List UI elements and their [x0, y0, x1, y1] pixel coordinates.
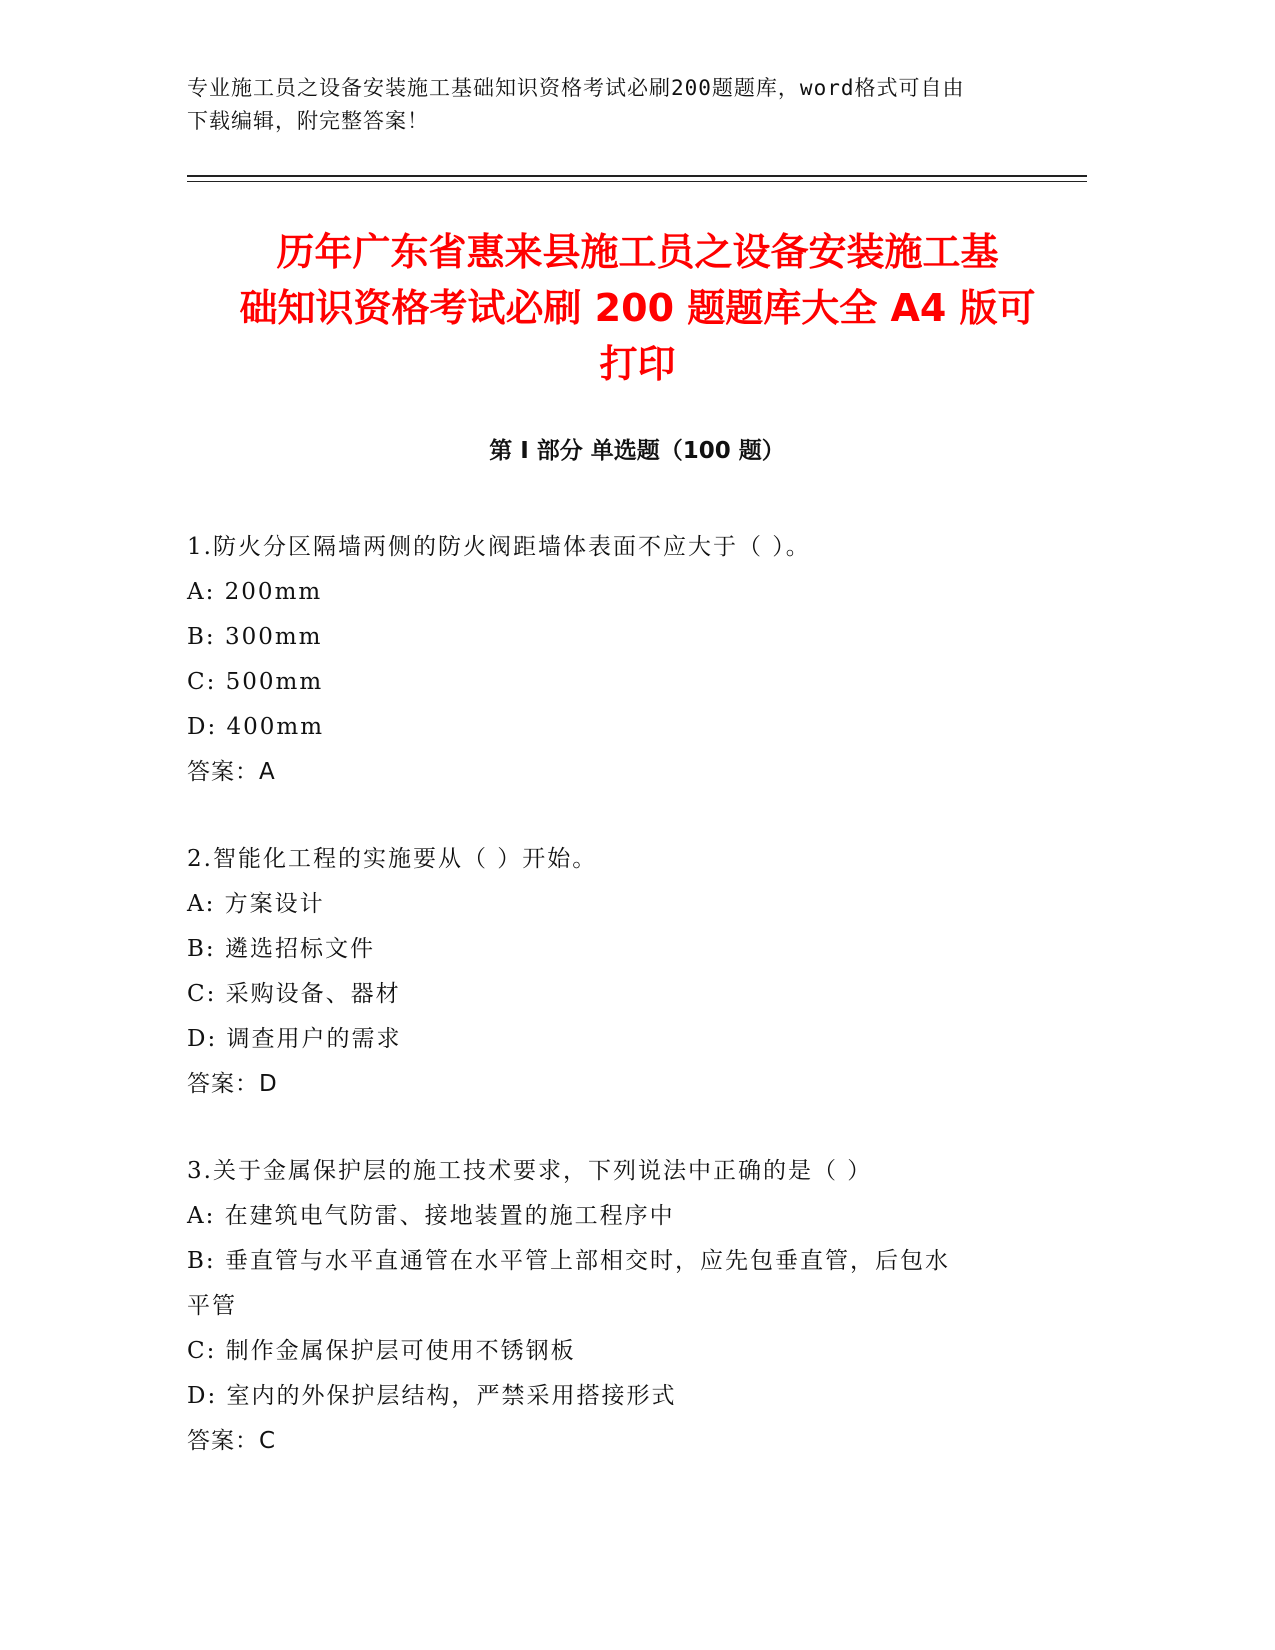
document-title-line2: 础知识资格考试必刷 200 题题库大全 A4 版可	[239, 286, 1036, 330]
answer-text: 答案：A	[187, 759, 276, 785]
document-title-line1: 历年广东省惠来县施工员之设备安装施工基	[276, 230, 999, 274]
option-b-continued: 平管	[187, 1293, 237, 1319]
option-a: A: 方案设计	[187, 891, 325, 917]
document-title-line3: 打印	[599, 342, 676, 386]
question-3	[187, 1149, 1067, 1464]
option-b: B: 300mm	[187, 624, 323, 650]
header-note-line2: 下载编辑，附完整答案！	[187, 109, 429, 133]
option-c: C: 制作金属保护层可使用不锈钢板	[187, 1338, 576, 1364]
option-b: B: 遴选招标文件	[187, 936, 375, 962]
option-c: C: 采购设备、器材	[187, 981, 401, 1007]
option-a: A: 在建筑电气防雷、接地装置的施工程序中	[187, 1203, 675, 1229]
answer-text: 答案：D	[187, 1071, 278, 1097]
header-divider-thick	[187, 175, 1087, 177]
question-stem: 1.防火分区隔墙两侧的防火阀距墙体表面不应大于（ ）。	[187, 534, 811, 560]
question-stem: 2.智能化工程的实施要从（ ）开始。	[187, 846, 598, 872]
option-d: D: 400mm	[187, 714, 325, 740]
option-d: D: 调查用户的需求	[187, 1026, 402, 1052]
option-c: C: 500mm	[187, 669, 324, 695]
question-list	[187, 525, 1067, 1506]
header-note	[187, 72, 1087, 138]
option-d: D: 室内的外保护层结构，严禁采用搭接形式	[187, 1383, 677, 1409]
question-1	[187, 525, 1067, 795]
answer-text: 答案：C	[187, 1428, 277, 1454]
document-title	[170, 224, 1105, 392]
option-b: B: 垂直管与水平直通管在水平管上部相交时，应先包垂直管，后包水	[187, 1248, 950, 1274]
question-stem: 3.关于金属保护层的施工技术要求，下列说法中正确的是（ ）	[187, 1158, 873, 1184]
section-title: 第 I 部分 单选题（100 题）	[489, 438, 785, 464]
header-note-line1: 专业施工员之设备安装施工基础知识资格考试必刷200题题库，word格式可自由	[187, 76, 965, 100]
header-divider-thin	[187, 181, 1087, 182]
option-a: A: 200mm	[187, 579, 323, 605]
question-2	[187, 837, 1067, 1107]
